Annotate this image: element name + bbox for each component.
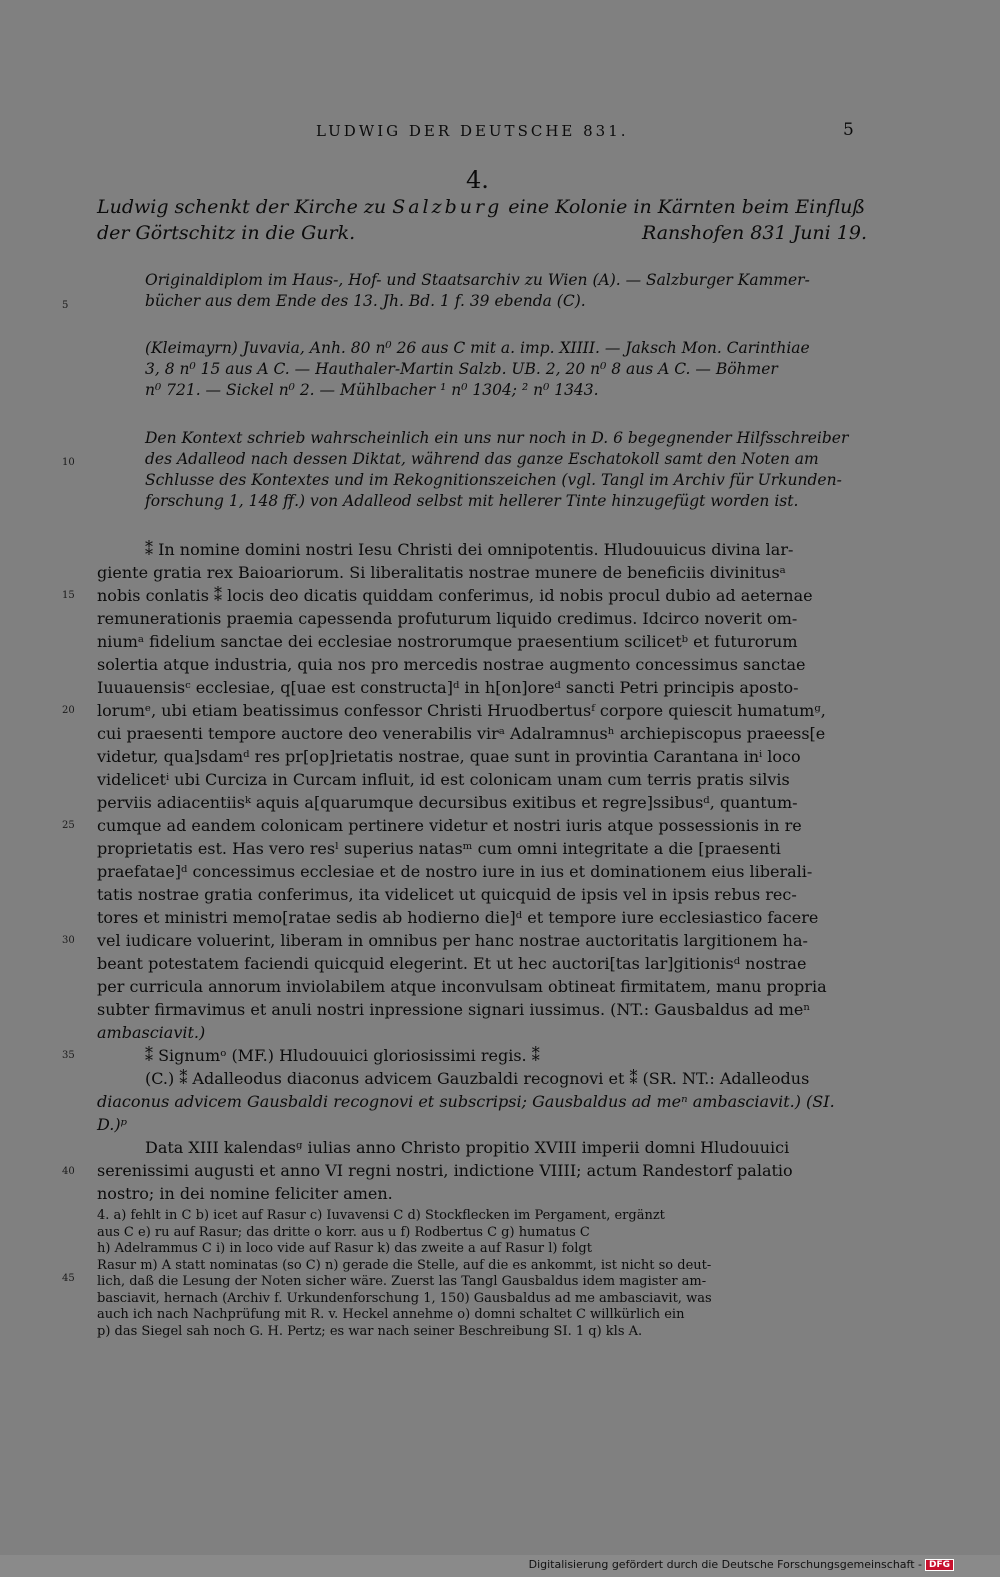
body-line: beant potestatem faciendi quicquid elegerint. Et ut hec auctori[tas lar]gitionisᵈ nostrae [97,954,807,973]
regest-summary [97,194,867,246]
editions-paragraph [145,338,855,401]
dfg-logo: DFG [925,1559,954,1571]
footnote-line: Rasur m) A statt nominatas (so C) n) gerade die Stelle, auf die es ankommt, ist nicht so deut- [97,1257,712,1273]
footnote-line: lich, daß die Lesung der Noten sicher wäre. Zuerst las Tangl Gausbaldus idem magister am- [97,1274,707,1289]
body-line: cumque ad eandem colonicam pertinere videtur et nostri iuris atque possessionis in re [97,816,802,835]
footnote-line: 4. a) fehlt in C b) icet auf Rasur c) Iuvavensi C d) Stockflecken im Pergament, ergänzt [97,1208,665,1223]
document-number: 4. [466,166,489,194]
body-line: ambasciavit.) [97,1023,206,1042]
line-number: 5 [62,300,69,311]
footnote-line: aus C e) ru auf Rasur; das dritte o korr. aus u f) Rodbertus C g) humatus C [97,1224,590,1240]
dating-line: serenissimi augusti et anno VI regni nostri, indictione VIIII; actum Randestorf palatio [97,1161,793,1180]
commentary-line: des Adalleod nach dessen Diktat, während das ganze Eschatokoll samt den Noten am [145,450,819,468]
footnote-line: basciavit, hernach (Archiv f. Urkundenforschung 1, 150) Gausbaldus ad me ambasciavit, was [97,1290,712,1306]
body-line: videlicetⁱ ubi Curciza in Curcam influit, id est colonicam unam cum terris pratis silvis [97,770,790,789]
commentary-line: Schlusse des Kontextes und im Rekognitionszeichen (vgl. Tangl im Archiv für Urkunden- [145,471,842,489]
body-line: lorumᵉ, ubi etiam beatissimus confessor Christi Hruodbertusᶠ corpore quiescit humatumᵍ, [97,701,826,720]
tradition-line: Originaldiplom im Haus-, Hof- und Staatsarchiv zu Wien (A). — Salzburger Kammer- [145,271,810,289]
recognition-line: diaconus advicem Gausbaldi recognovi et subscripsi; Gausbaldus ad meⁿ ambasciavit.) (SI. D.)ᵖ [97,1092,835,1134]
editions-line: 3, 8 n⁰ 15 aus A C. — Hauthaler-Martin Salzb. UB. 2, 20 n⁰ 8 aus A C. — Böhmer [145,360,778,378]
summary-text: der Görtschitz in die Gurk. [97,222,356,244]
signum-line: ⁑ Signumᵒ (MF.) Hludouuici gloriosissimi regis. ⁑ [145,1046,540,1065]
footnote-line: h) Adelrammus C i) in loco vide auf Rasur k) das zweite a auf Rasur l) folgt [97,1241,592,1256]
body-line: per curricula annorum inviolabilem atque inconvulsam obtineat firmitatem, manu propria [97,977,827,996]
body-line: perviis adiacentiisᵏ aquis a[quarumque decursibus exitibus et regre]ssibusᵈ, quantum- [97,793,798,812]
commentary-line: forschung 1, 148 ff.) von Adalleod selbst mit hellerer Tinte hinzugefügt worden ist. [145,492,799,510]
page-number: 5 [843,120,854,140]
tradition-line: bücher aus dem Ende des 13. Jh. Bd. 1 f. 39 ebenda (C). [145,292,586,310]
body-line: proprietatis est. Has vero resˡ superius natasᵐ cum omni integritate a die [praesenti [97,839,781,858]
body-line: Iuuauensisᶜ ecclesiae, q[uae est constructa]ᵈ in h[on]oreᵈ sancti Petri principis aposto- [97,678,799,697]
line-number: 45 [62,1273,75,1284]
footer-credit [529,1558,954,1571]
line-number: 10 [62,457,75,468]
body-line: tores et ministri memo[ratae sedis ab hodierno die]ᵈ et tempore iure ecclesiastico facere [97,908,819,927]
body-line: cui praesenti tempore auctore deo venerabilis virᵃ Adalramnusʰ archiepiscopus praeess[e [97,724,826,743]
running-title: LUDWIG DER DEUTSCHE 831. [316,122,629,140]
charter-text [97,538,857,1205]
line-number: 15 [62,590,75,601]
editions-line: (Kleimayrn) Juvavia, Anh. 80 n⁰ 26 aus C mit a. imp. XIIII. — Jaksch Mon. Carinthiae [145,339,810,357]
place-date: Ranshofen 831 Juni 19. [641,222,867,244]
dating-line: nostro; in dei nomine feliciter amen. [97,1184,393,1203]
body-line: remunerationis praemia capessenda profuturum liquido credimus. Idcirco noverit om- [97,609,798,628]
footnote-line: p) das Siegel sah noch G. H. Pertz; es war nach seiner Beschreibung SI. 1 q) kls A. [97,1323,643,1339]
body-line: subter firmavimus et anuli nostri inpressione signari iussimus. (NT.: Gausbaldus ad meⁿ [97,1000,811,1019]
summary-text: Ludwig schenkt der Kirche zu [97,196,393,218]
line-number: 35 [62,1050,75,1061]
body-line: solertia atque industria, quia nos pro mercedis nostrae augmento concessimus sanctae [97,655,806,674]
body-line: niumᵃ fidelium sanctae dei ecclesiae nostrorumque praesentium scilicetᵇ et futurorum [97,632,798,651]
body-line: nobis conlatis ⁑ locis deo dicatis quiddam conferimus, id nobis procul dubio ad aeternae [97,586,813,605]
footnotes [97,1208,857,1340]
body-line: giente gratia rex Baioariorum. Si liberalitatis nostrae munere de beneficiis divinitusᵃ [97,563,786,582]
commentary-paragraph [145,428,855,512]
dating-line: Data XIII kalendasᵍ iulias anno Christo propitio XVIII imperii domni Hludouuici [145,1138,790,1157]
line-number: 40 [62,1166,75,1177]
body-line: videtur, qua]sdamᵈ res pr[op]rietatis nostrae, quae sunt in provintia Carantana inⁱ loco [97,747,801,766]
summary-text: eine Kolonie in Kärnten beim Einfluß [502,196,866,218]
line-number: 30 [62,935,75,946]
tradition-paragraph [145,270,855,312]
line-number: 25 [62,820,75,831]
body-line: praefatae]ᵈ concessimus ecclesiae et de nostro iure in ius et dominationem eius liberali- [97,862,813,881]
body-line: ⁑ In nomine domini nostri Iesu Christi dei omnipotentis. Hludouuicus divina lar- [145,540,794,559]
body-line: tatis nostrae gratia conferimus, ita videlicet ut quicquid de ipsis vel in ipsis rebus rec- [97,885,797,904]
summary-place-spaced: Salzburg [392,196,503,218]
footer-text: Digitalisierung gefördert durch die Deutsche Forschungsgemeinschaft - [528,1558,922,1571]
line-number: 20 [62,705,75,716]
recognition-line: (C.) ⁑ Adalleodus diaconus advicem Gauzbaldi recognovi et ⁑ (SR. NT.: Adalleodus [145,1069,810,1088]
editions-line: n⁰ 721. — Sickel n⁰ 2. — Mühlbacher ¹ n⁰ 1304; ² n⁰ 1343. [145,381,599,399]
footnote-line: auch ich nach Nachprüfung mit R. v. Heckel annehme o) domni schaltet C willkürlich ein [97,1307,685,1322]
commentary-line: Den Kontext schrieb wahrscheinlich ein uns nur noch in D. 6 begegnender Hilfsschreiber [145,429,849,447]
body-line: vel iudicare voluerint, liberam in omnibus per hanc nostrae auctoritatis largitionem ha- [97,931,808,950]
